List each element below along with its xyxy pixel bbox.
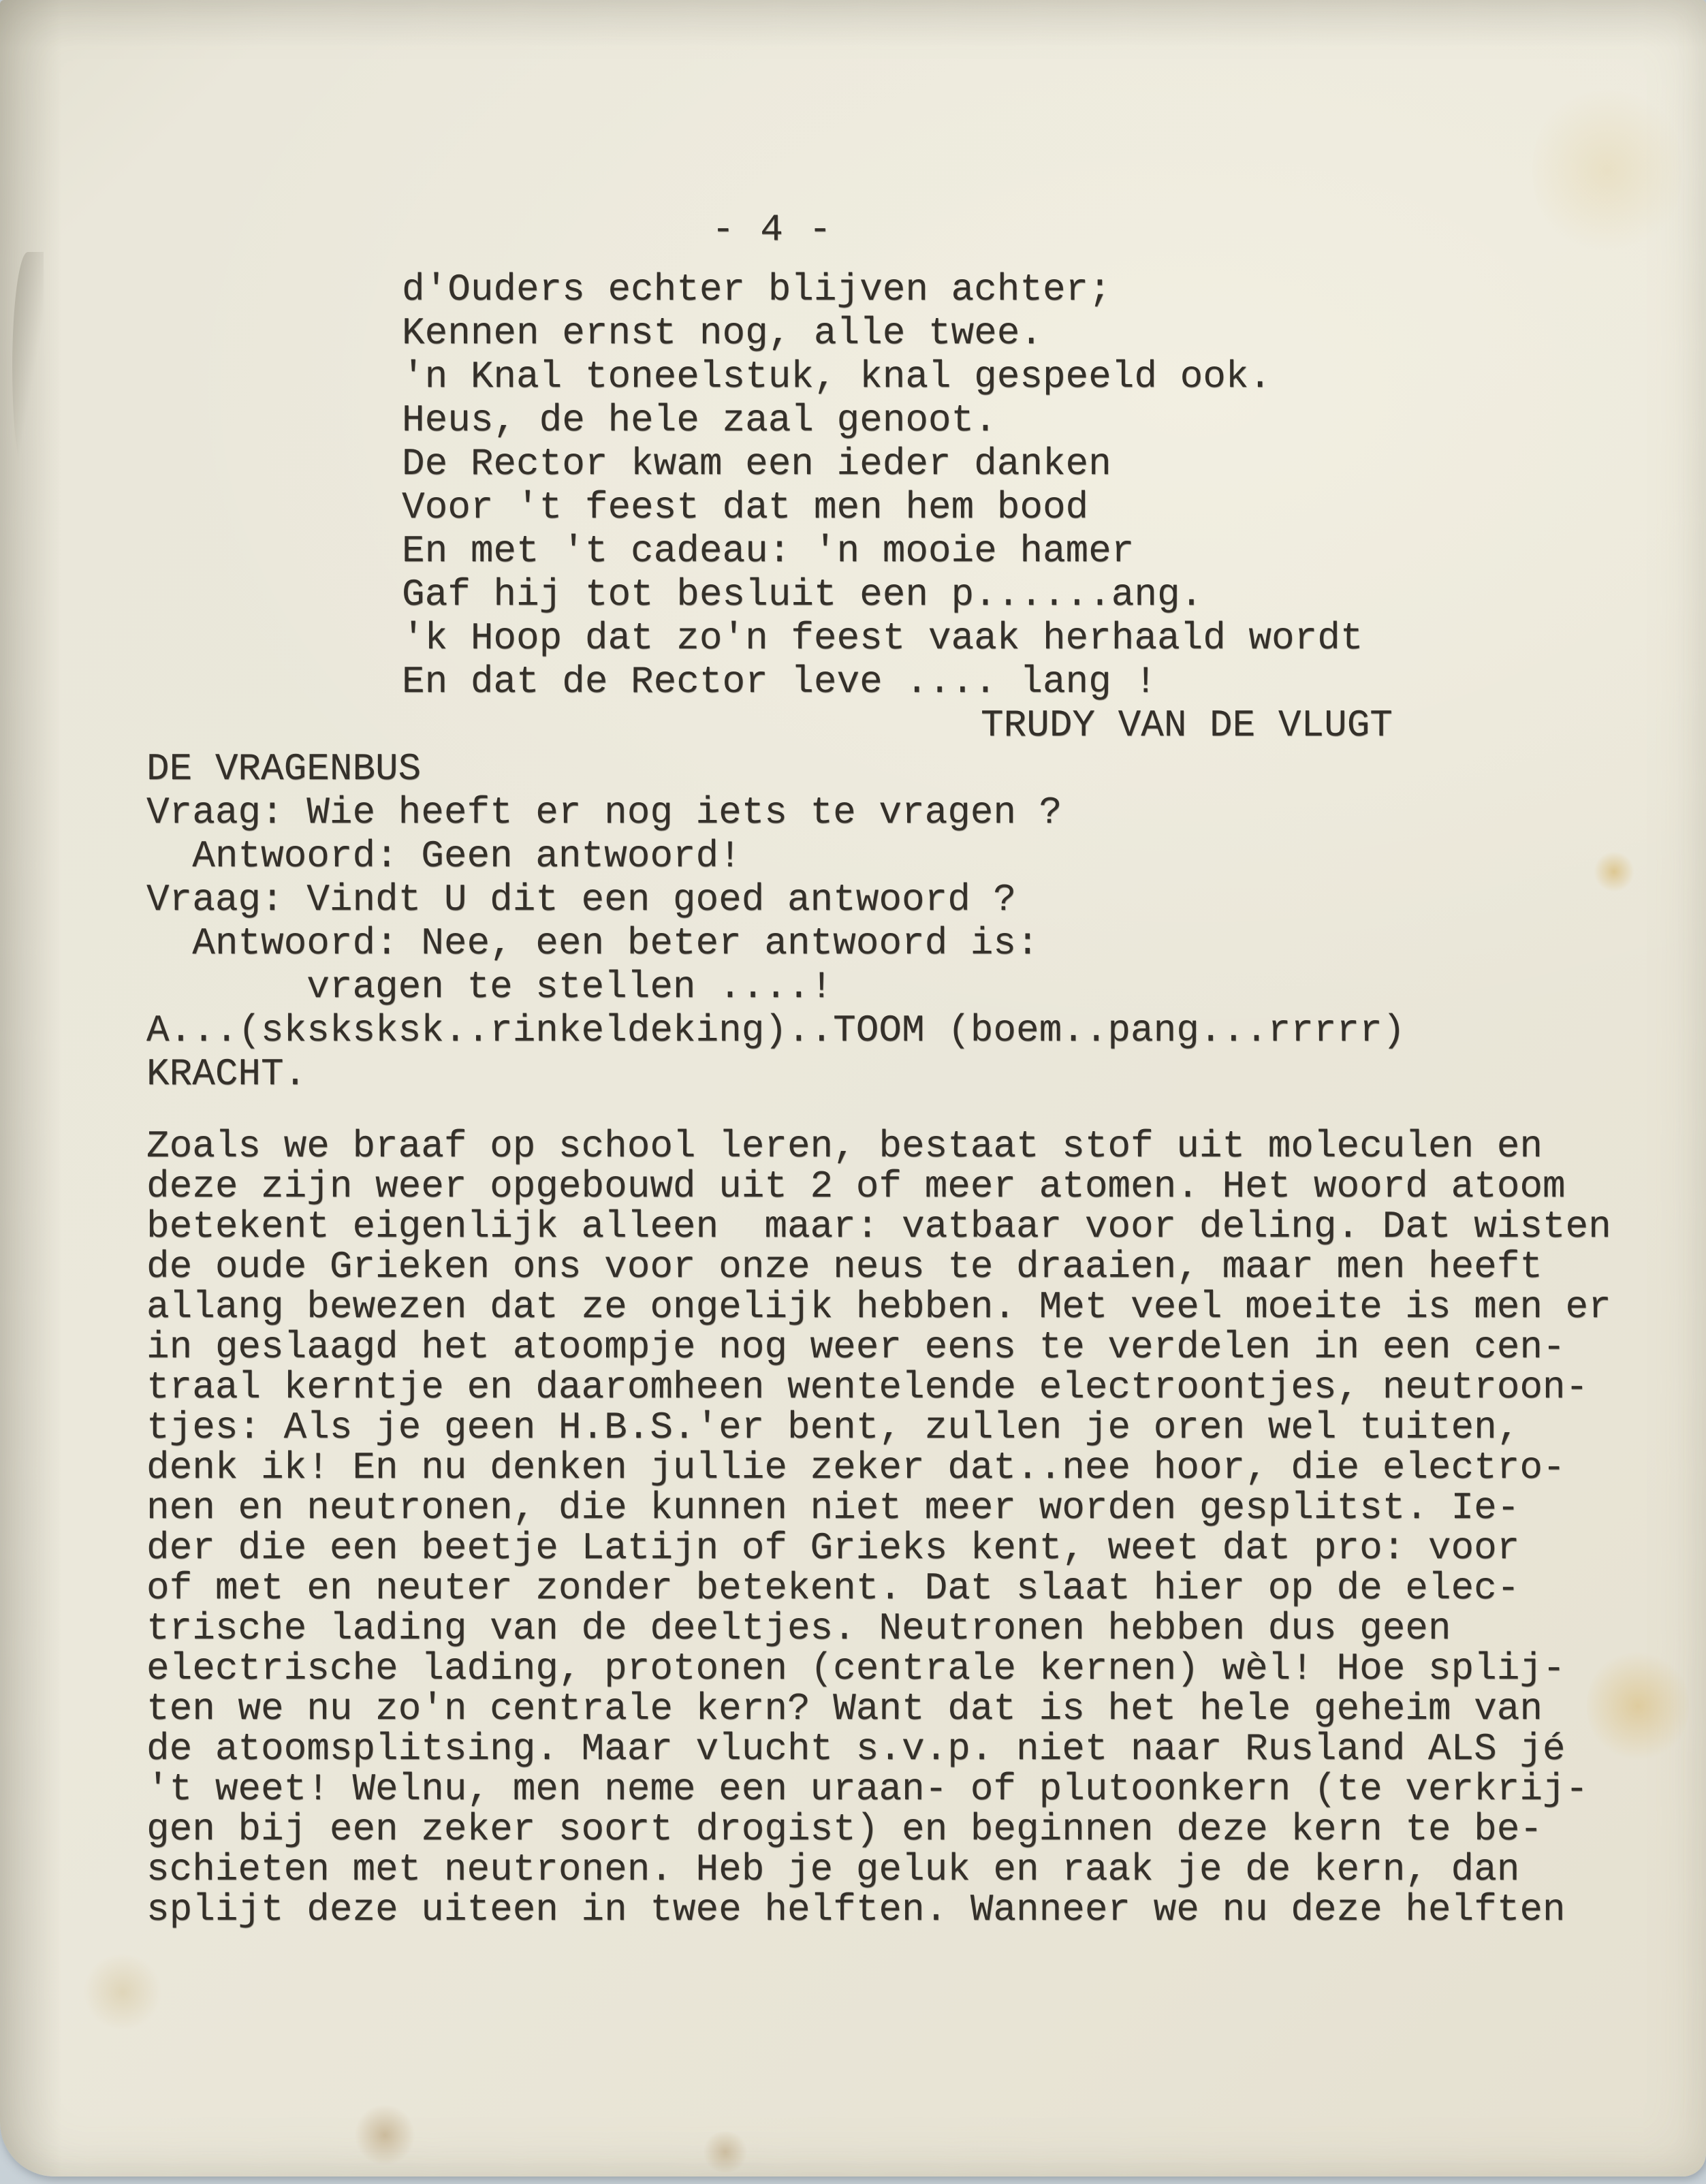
paper-stain [354,2104,415,2166]
text-line: de oude Grieken ons voor onze neus te draaien, maar men heeft [146,1245,1543,1288]
paper-edge-shadow-top [0,0,1706,48]
atoomkracht-section [146,1009,1665,1930]
text-line: 't weet! Welnu, men neme een uraan- of plutoonkern (te verkrij- [146,1767,1589,1811]
poem-signature: TRUDY VAN DE VLUGT [981,703,1393,747]
poem-section [402,268,1665,703]
text-line: gen bij een zeker soort drogist) en beginnen deze kern te be- [146,1807,1543,1851]
text-line: En met 't cadeau: 'n mooie hamer [402,529,1135,573]
section-title-vragenbus: DE VRAGENBUS [146,747,422,791]
text-line: trische lading van de deeltjes. Neutronen hebben dus geen [146,1607,1451,1650]
text-line: splijt deze uiteen in twee helften. Wanneer we nu deze helften [146,1888,1566,1931]
atoom-intro-line: A...(sksksksk..rinkeldeking)..TOOM (boem..pang...rrrrr) [146,1009,1406,1052]
text-line: schieten met neutronen. Heb je geluk en raak je de kern, dan [146,1848,1520,1891]
text-line: Vraag: Vindt U dit een goed antwoord ? [146,878,1017,921]
text-line: de atoomsplitsing. Maar vlucht s.v.p. niet naar Rusland ALS jé [146,1727,1566,1771]
text-line: tjes: Als je geen H.B.S.'er bent, zullen je oren wel tuiten, [146,1406,1520,1449]
text-line: En dat de Rector leve .... lang ! [402,660,1157,703]
text-line: Voor 't feest dat men hem bood [402,486,1089,529]
text-line: allang bewezen dat ze ongelijk hebben. Met veel moeite is men er [146,1285,1611,1329]
text-line: Vraag: Wie heeft er nog iets te vragen ? [146,791,1062,834]
text-line: 'k Hoop dat zo'n feest vaak herhaald wordt [402,616,1363,660]
text-line: De Rector kwam een ieder danken [402,442,1111,486]
text-line: 'n Knal toneelstuk, knal gespeeld ook. [402,355,1272,398]
text-line: denk ik! En nu denken jullie zeker dat..nee hoor, die electro- [146,1446,1566,1489]
vragenbus-lines [146,791,1665,1009]
text-line: Kennen ernst nog, alle twee. [402,311,1043,355]
text-line: der die een beetje Latijn of Grieks kent, weet dat pro: voor [146,1526,1520,1570]
typewritten-content [146,208,1665,1930]
text-line: Antwoord: Nee, een beter antwoord is: [146,921,1039,965]
text-line: ten we nu zo'n centrale kern? Want dat is het hele geheim van [146,1687,1543,1730]
text-line: Zoals we braaf op school leren, bestaat stof uit moleculen en [146,1124,1543,1168]
text-line: vragen te stellen ....! [146,965,834,1009]
text-line: betekent eigenlijk alleen maar: vatbaar voor deling. Dat wisten [146,1205,1611,1248]
text-line: nen en neutronen, die kunnen niet meer worden gesplitst. Ie- [146,1486,1520,1530]
text-line: d'Ouders echter blijven achter; [402,268,1111,311]
section-title-kracht: KRACHT. [146,1052,307,1096]
paper-crease [12,252,44,484]
text-line: electrische lading, protonen (centrale kernen) wèl! Hoe splij- [146,1647,1566,1690]
text-line: traal kerntje en daaromheen wentelende electroontjes, neutroon- [146,1365,1589,1409]
paper-stain [82,1954,163,2029]
vragenbus-section [146,747,1665,1009]
text-line: Gaf hij tot besluit een p......ang. [402,573,1203,616]
text-line: in geslaagd het atoompje nog weer eens te verdelen in een cen- [146,1325,1566,1369]
paper-stain [701,2132,749,2172]
page-number: - 4 - [712,208,834,251]
text-line: deze zijn weer opgebouwd uit 2 of meer atomen. Het woord atoom [146,1165,1566,1208]
atoom-paragraph [146,1126,1665,1930]
text-line: of met en neuter zonder betekent. Dat slaat hier op de elec- [146,1566,1520,1610]
text-line: Heus, de hele zaal genoot. [402,398,997,442]
text-line: Antwoord: Geen antwoord! [146,834,742,878]
